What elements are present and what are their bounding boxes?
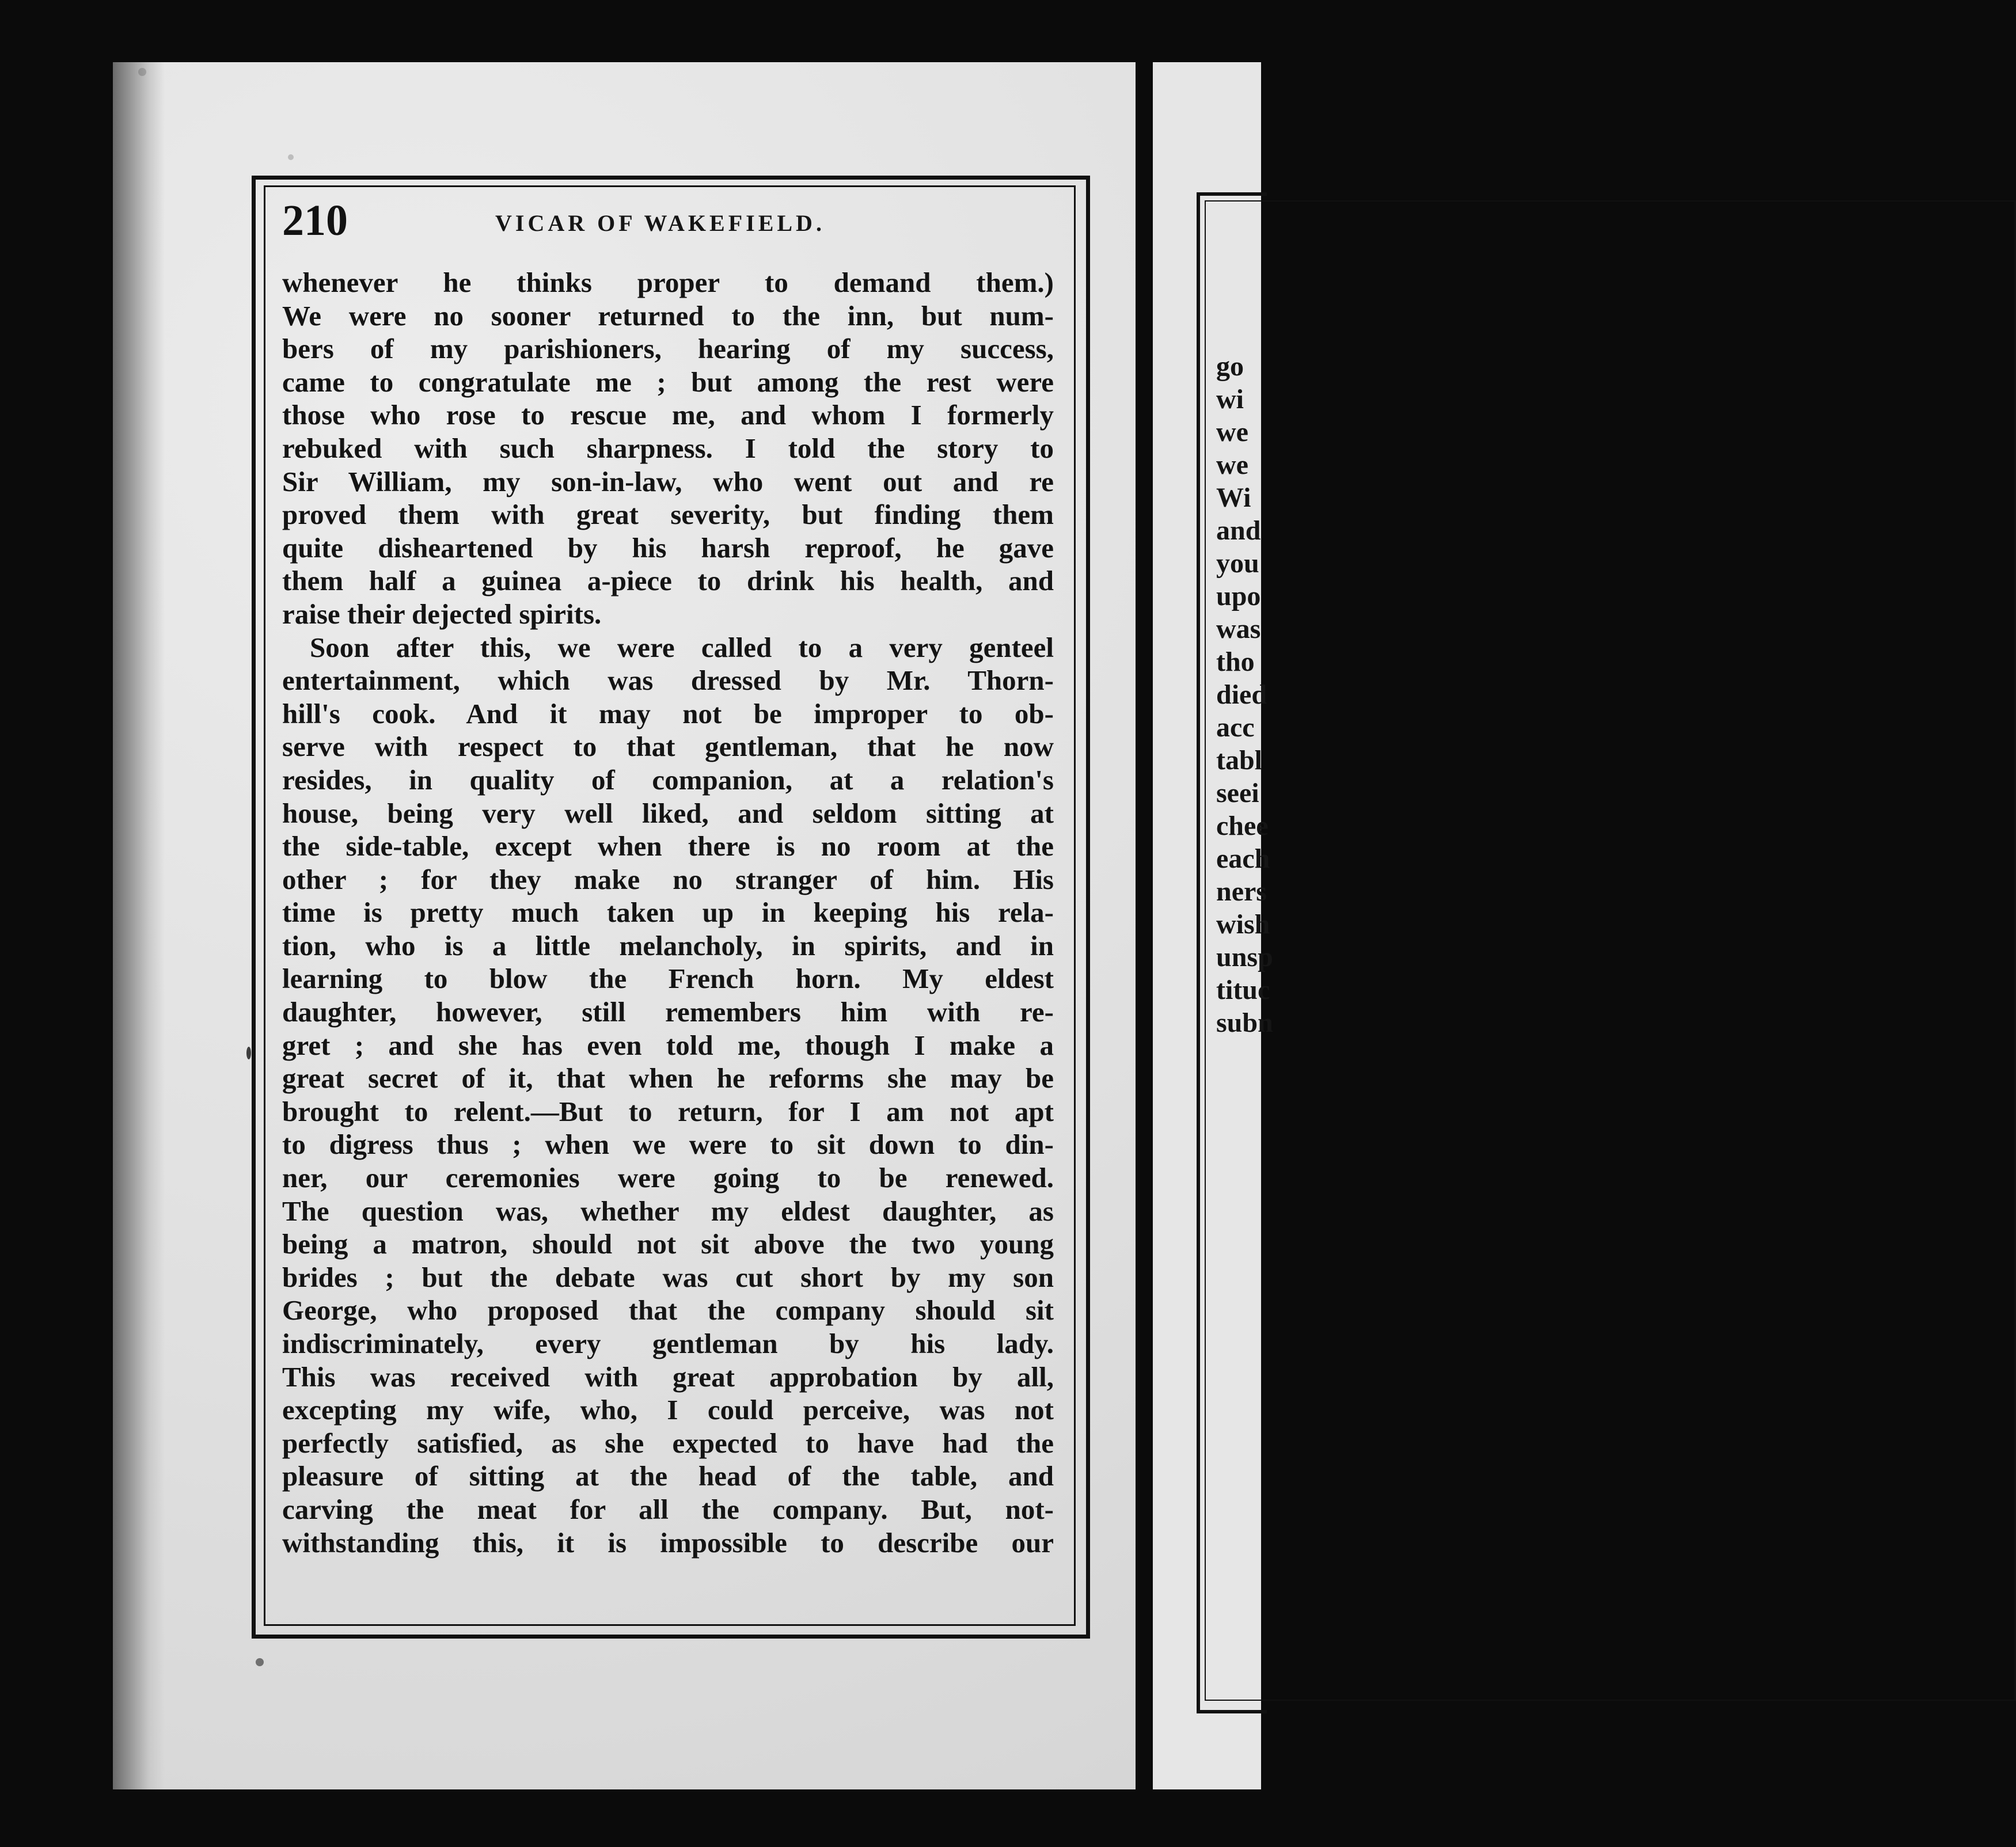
text-line: tion, who is a little melancholy, in spirits, and in: [282, 929, 1054, 961]
text-line: raise their dejected spirits.: [282, 598, 602, 630]
text-fragment: and: [1216, 515, 1261, 546]
text-line: learning to blow the French horn. My eldest: [282, 963, 1054, 995]
body-text: [282, 266, 1054, 1559]
text-line: pleasure of sitting at the head of the table, and: [282, 1460, 1054, 1492]
text-line: to digress thus ; when we were to sit down to din-: [282, 1128, 1054, 1161]
text-line: Soon after this, we were called to a very genteel: [310, 631, 1054, 663]
page-gutter: [1136, 62, 1153, 1789]
right-page-frame-inner-rule: [1205, 200, 2016, 1701]
text-fragment: was: [1216, 614, 1261, 644]
text-line: The question was, whether my eldest daughter, as: [282, 1195, 1054, 1227]
running-head: [282, 196, 1054, 245]
text-line: time is pretty much taken up in keeping his rela-: [282, 896, 1054, 929]
text-fragment: ners: [1216, 876, 1267, 907]
text-fragment: tho: [1216, 647, 1255, 677]
text-line: other ; for they make no stranger of him. His: [282, 863, 1054, 895]
ink-smudge: [288, 154, 294, 160]
text-line: brides ; but the debate was cut short by my son: [282, 1261, 1054, 1293]
text-fragment: wi: [1216, 384, 1244, 415]
text-line: perfectly satisfied, as she expected to have had the: [282, 1427, 1054, 1459]
text-line: indiscriminately, every gentleman by his lady.: [282, 1328, 1054, 1359]
text-line: Sir William, my son-in-law, who went out and re: [282, 465, 1054, 497]
ink-smudge: [246, 1047, 251, 1059]
text-line: great secret of it, that when he reforms she may be: [282, 1062, 1054, 1094]
text-line: brought to relent.—But to return, for I am not apt: [282, 1095, 1054, 1127]
text-line: being a matron, should not sit above the two young: [282, 1228, 1054, 1260]
text-fragment: upo: [1216, 581, 1261, 611]
text-line: carving the meat for all the company. But, not-: [282, 1493, 1054, 1525]
text-fragment: go: [1216, 351, 1244, 382]
text-line: resides, in quality of companion, at a relation's: [282, 763, 1054, 796]
text-line: hill's cook. And it may not be improper to ob-: [282, 697, 1054, 729]
text-line: entertainment, which was dressed by Mr. Thorn-: [282, 664, 1054, 697]
text-fragment: each: [1216, 843, 1270, 874]
text-line: bers of my parishioners, hearing of my success,: [282, 333, 1054, 365]
text-line: them half a guinea a-piece to drink his health, and: [282, 565, 1054, 597]
text-line: We were no sooner returned to the inn, but num-: [282, 299, 1054, 332]
text-fragment: wish: [1216, 909, 1270, 940]
text-fragment: seei: [1216, 778, 1259, 808]
text-fragment: we: [1216, 450, 1248, 480]
text-fragment: we: [1216, 417, 1248, 447]
text-line: withstanding this, it is impossible to describe our: [282, 1526, 1054, 1559]
text-line: came to congratulate me ; but among the rest were: [282, 366, 1054, 398]
text-line: house, being very well liked, and seldom sitting at: [282, 797, 1054, 829]
text-line: rebuked with such sharpness. I told the story to: [282, 432, 1054, 464]
text-line: those who rose to rescue me, and whom I formerly: [282, 399, 1054, 431]
page-edge-shadow: [113, 62, 165, 1789]
right-page-text: [1216, 350, 1285, 1039]
text-line: the side-table, except when there is no room at the: [282, 830, 1054, 862]
text-line: whenever he thinks proper to demand them.): [282, 267, 1054, 298]
text-line: serve with respect to that gentleman, that he now: [282, 731, 1054, 763]
text-fragment: chee: [1216, 811, 1269, 841]
text-fragment: tabl: [1216, 745, 1263, 776]
ink-smudge: [256, 1658, 264, 1666]
text-fragment: subn: [1216, 1008, 1273, 1038]
text-fragment: Wi: [1216, 482, 1251, 513]
right-page: [1153, 62, 1273, 1789]
text-line: gret ; and she has even told me, though I make a: [282, 1029, 1054, 1061]
text-fragment: died: [1216, 679, 1267, 710]
text-line: proved them with great severity, but finding them: [282, 499, 1054, 531]
text-line: George, who proposed that the company should sit: [282, 1294, 1054, 1327]
page-number: 210: [282, 196, 348, 245]
book-title: VICAR OF WAKEFIELD.: [495, 210, 825, 236]
text-line: daughter, however, still remembers him with re-: [282, 996, 1054, 1028]
text-line: excepting my wife, who, I could perceive, was not: [282, 1394, 1054, 1426]
text-line: ner, our ceremonies were going to be renewed.: [282, 1162, 1054, 1194]
text-fragment: acc: [1216, 712, 1255, 743]
text-line: quite disheartened by his harsh reproof, he gave: [282, 531, 1054, 564]
text-fragment: unsp: [1216, 942, 1273, 972]
ink-smudge: [138, 68, 146, 76]
text-fragment: you: [1216, 548, 1259, 579]
text-line: This was received with great approbation by all,: [282, 1360, 1054, 1393]
text-fragment: tituc: [1216, 975, 1270, 1005]
